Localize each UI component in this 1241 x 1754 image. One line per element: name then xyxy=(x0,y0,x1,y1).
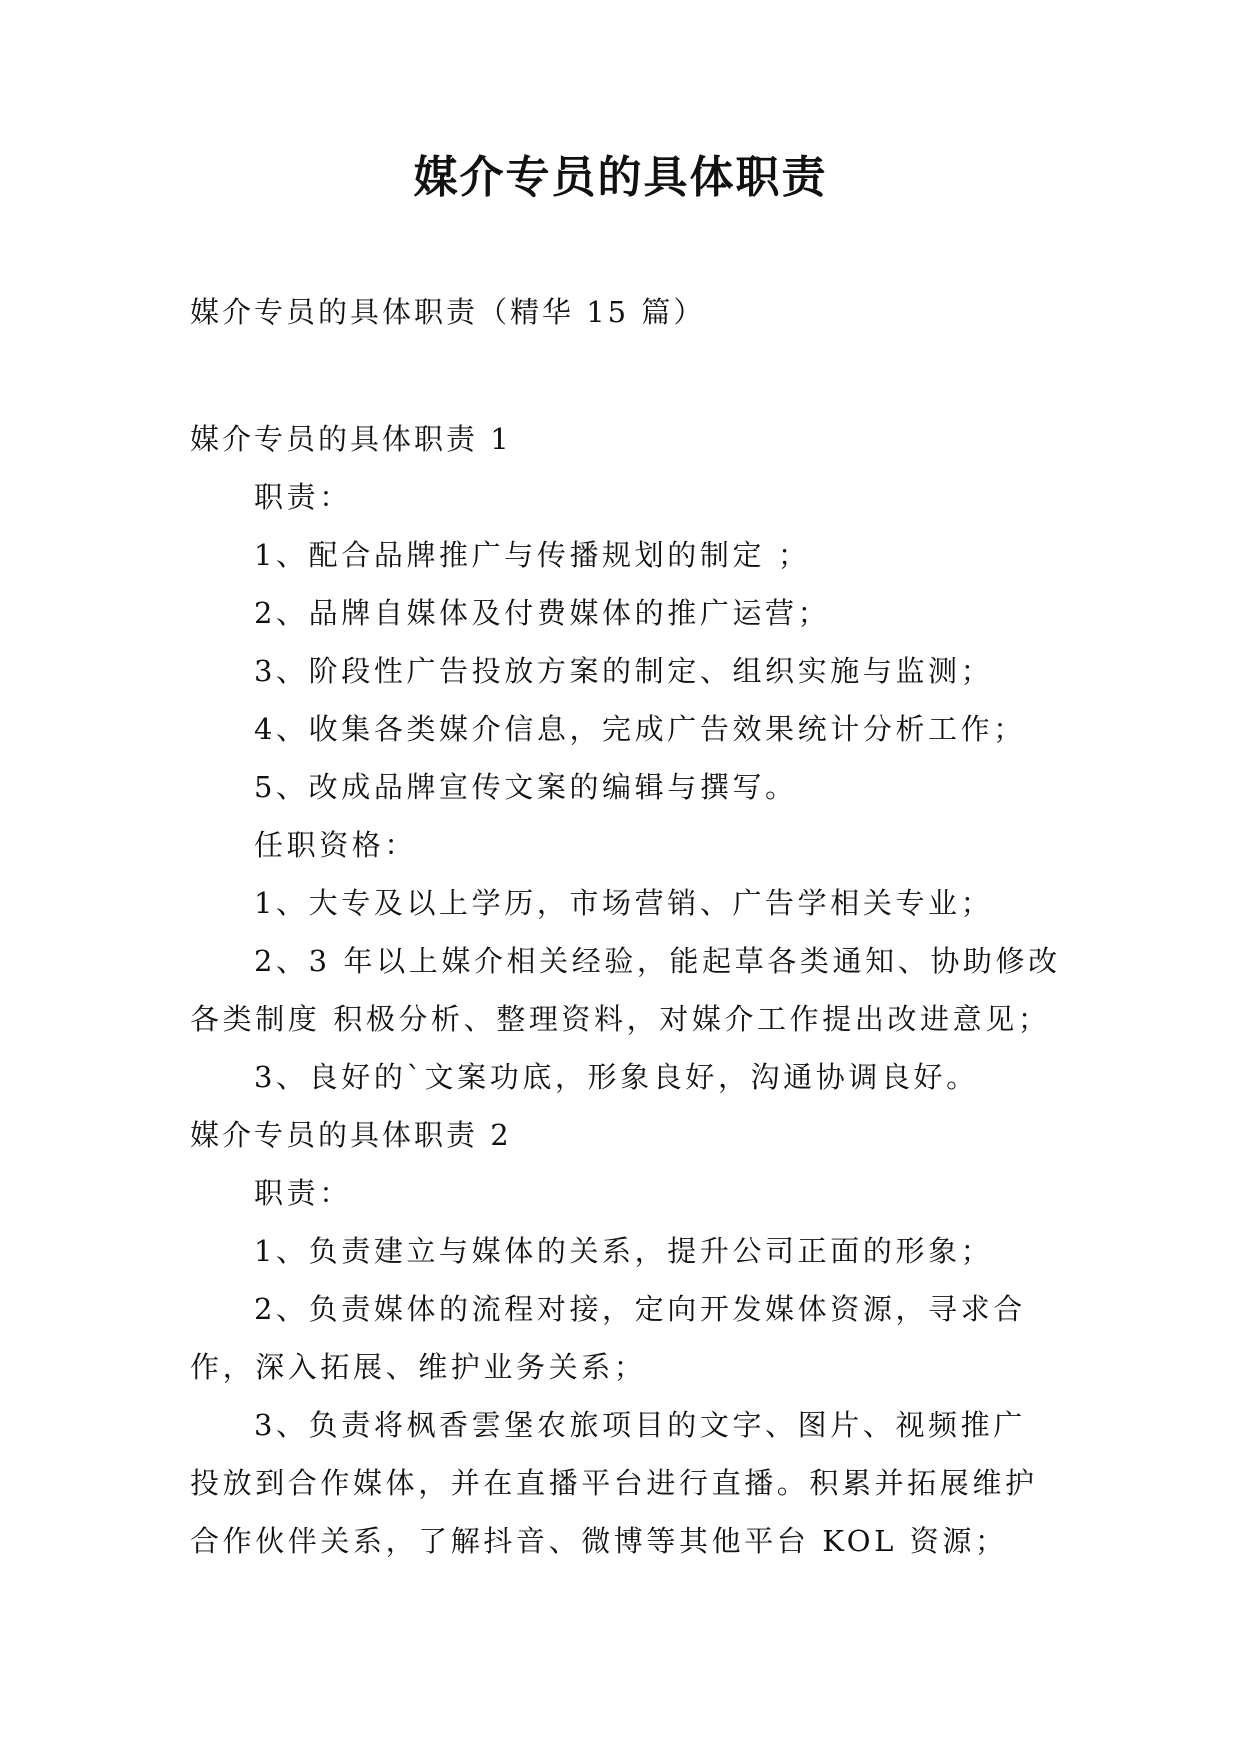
page-title: 媒介专员的具体职责 xyxy=(413,152,828,203)
list-item: 2、负责媒体的流程对接，定向开发媒体资源，寻求合 xyxy=(254,1292,1026,1326)
duties-label: 职责： xyxy=(254,480,352,514)
list-item: 5、改成品牌宣传文案的编辑与撰写。 xyxy=(254,770,798,804)
list-item: 3、负责将枫香雲堡农旅项目的文字、图片、视频推广 xyxy=(254,1408,1026,1442)
list-item: 1、大专及以上学历，市场营销、广告学相关专业； xyxy=(254,886,994,920)
list-item-continuation: 合作伙伴关系，了解抖音、微博等其他平台 KOL 资源； xyxy=(190,1524,1008,1558)
duties-label: 职责： xyxy=(254,1176,352,1210)
section-1 xyxy=(190,410,1060,1106)
list-item: 3、阶段性广告投放方案的制定、组织实施与监测； xyxy=(254,654,994,688)
list-item: 2、品牌自媒体及付费媒体的推广运营； xyxy=(254,596,831,630)
document-subtitle: 媒介专员的具体职责（精华 15 篇） xyxy=(190,295,706,329)
list-item: 1、配合品牌推广与传播规划的制定 ； xyxy=(254,538,811,572)
list-item-continuation: 投放到合作媒体，并在直播平台进行直播。积累并拓展维护 xyxy=(190,1466,1038,1500)
section-2 xyxy=(190,1106,1060,1570)
section-heading: 媒介专员的具体职责 2 xyxy=(190,1118,512,1152)
document-body xyxy=(190,410,1060,1570)
section-heading: 媒介专员的具体职责 1 xyxy=(190,422,512,456)
list-item: 3、良好的`文案功底，形象良好，沟通协调良好。 xyxy=(254,1060,979,1094)
list-item: 4、收集各类媒介信息，完成广告效果统计分析工作； xyxy=(254,712,1026,746)
list-item-continuation: 作，深入拓展、维护业务关系； xyxy=(190,1350,647,1384)
list-item: 1、负责建立与媒体的关系，提升公司正面的形象； xyxy=(254,1234,994,1268)
list-item-continuation: 各类制度 积极分析、整理资料，对媒介工作提出改进意见； xyxy=(190,1002,1051,1036)
qualifications-label: 任职资格： xyxy=(254,828,418,862)
list-item: 2、3 年以上媒介相关经验，能起草各类通知、协助修改 xyxy=(254,944,1061,978)
